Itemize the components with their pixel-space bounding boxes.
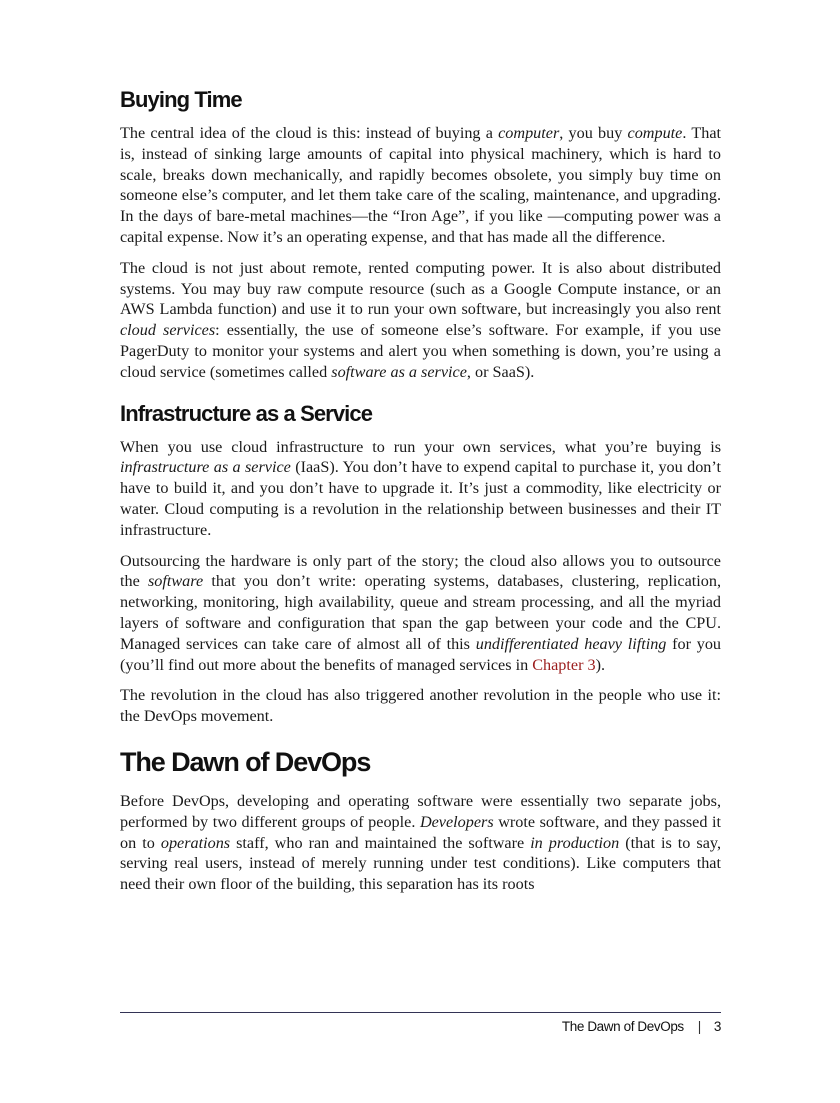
page-footer: [562, 1019, 721, 1034]
footer-separator: |: [697, 1019, 701, 1034]
text-run: . That is, instead of sinking large amounts of capital into physical machinery, which is hard to scale, breaks down mechanically, and rapidly becomes obsolete, you simply buy time on someone else’s computer, and let them take care of the scaling, maintenance, and upgrading. In the days of bare-metal machines—the “Iron Age”, if you like —computing power was a capital expense. Now it’s an operating expense, and that has made all the difference.: [120, 124, 722, 246]
text-run: : essentially, the use of someone else’s software. For example, if you use PagerDuty to monitor your systems and alert you when something is down, you’re using a cloud service (sometimes called: [120, 321, 721, 381]
emphasis-operations: operations: [160, 833, 231, 852]
paragraph-iaas-2: [120, 551, 721, 676]
paragraph-iaas-3: The revolution in the cloud has also triggered another revolution in the people who use it: the DevOps movement.: [120, 686, 721, 726]
text-run: ).: [595, 655, 606, 674]
text-run: When you use cloud infrastructure to run your own services, what you’re buying is: [120, 437, 721, 456]
page-number: 3: [713, 1019, 721, 1034]
text-run: Before DevOps, developing and operating software were essentially two separate jobs, performed by two different groups of people.: [120, 791, 721, 831]
page-content: [120, 84, 721, 905]
text-run: wrote software, and they passed it on to: [120, 812, 722, 852]
paragraph-dawn-1: [120, 791, 721, 895]
text-run: (that is to say, serving real users, instead of merely running under test conditions). Like computers that need their own floor of the building, this separation has its roots: [120, 833, 721, 894]
text-run: , or SaaS).: [466, 362, 535, 381]
emphasis-infrastructure-as-a-service: infrastructure as a service: [120, 458, 291, 477]
text-run: for you (you’ll find out more about the benefits of managed services in: [120, 634, 722, 674]
chapter-3-link[interactable]: Chapter 3: [532, 655, 596, 674]
text-run: The cloud is not just about remote, rented computing power. It is also about distributed systems. You may buy raw compute resource (such as a Google Compute instance, or an AWS Lambda function) and use it to run your own software, but increasingly you also rent: [120, 258, 721, 319]
emphasis-computer: computer: [498, 124, 560, 142]
emphasis-cloud-services: cloud services: [120, 321, 216, 340]
footer-rule: [120, 1012, 721, 1013]
text-run: Outsourcing the hardware is only part of the story; the cloud also allows you to outsource the: [120, 551, 721, 591]
emphasis-compute: compute: [627, 124, 683, 142]
text-run: , you buy: [559, 124, 628, 142]
text-run: staff, who ran and maintained the software: [230, 833, 531, 852]
section-heading-iaas: Infrastructure as a Service: [120, 400, 373, 426]
text-run: (IaaS). You don’t have to expend capital to purchase it, you don’t have to build it, and you don’t have to upgrade it. It’s just a commodity, like electricity or water. Cloud computing is a revolution in the relationship between businesses and their IT infrastructure.: [120, 458, 721, 539]
emphasis-in-production: in production: [530, 833, 620, 852]
emphasis-developers: Developers: [419, 812, 494, 831]
text-run: that you don’t write: operating systems, databases, clustering, replication, networking, monitoring, high availability, queue and stream processing, and all the myriad layers of software and configuration that span the gap between your code and the CPU. Managed services can take care of almost all of this: [120, 572, 721, 653]
running-title: The Dawn of DevOps: [561, 1019, 684, 1034]
text-run: The central idea of the cloud is this: instead of buying a: [120, 124, 499, 142]
paragraph-buying-time-1: [120, 123, 721, 248]
section-heading-buying-time: Buying Time: [120, 87, 242, 112]
paragraph-buying-time-2: [120, 258, 721, 383]
emphasis-software-as-a-service: software as a service: [331, 362, 467, 381]
emphasis-undifferentiated-heavy-lifting: undifferentiated heavy lifting: [475, 634, 667, 653]
emphasis-software: software: [148, 572, 204, 591]
section-heading-dawn-of-devops: The Dawn of DevOps: [120, 746, 371, 777]
paragraph-iaas-1: [120, 437, 721, 541]
